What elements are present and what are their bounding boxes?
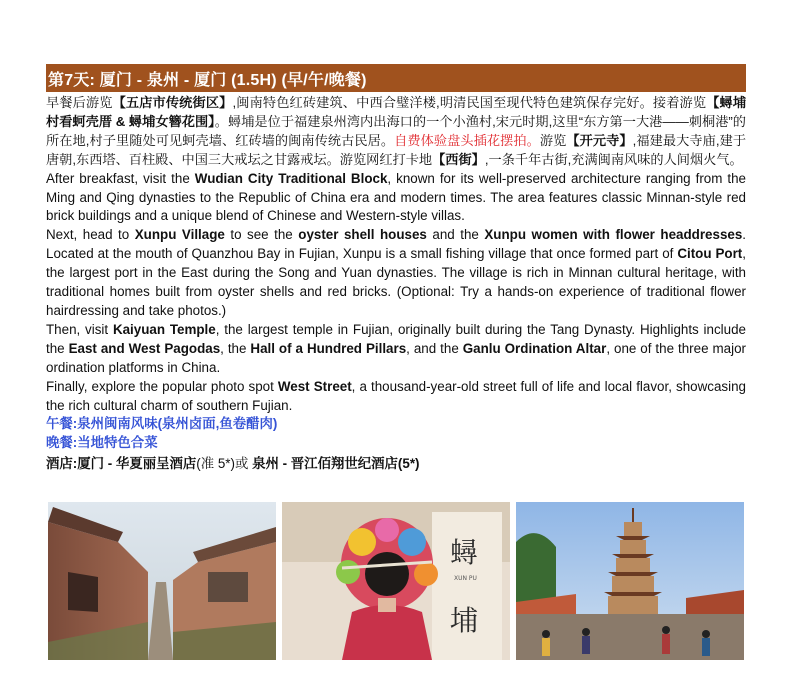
photo-strip xyxy=(48,502,744,660)
english-paragraph-2 xyxy=(46,226,746,321)
hotel-quanzhou: 泉州 - 晋江佰翔世纪酒店(5*) xyxy=(252,456,420,472)
alley-illustration xyxy=(48,502,276,660)
text: ,一条千年古街,充满闽南风味的人间烟火气。 xyxy=(484,151,743,167)
place-kaiyuan: 【开元寺】 xyxy=(566,132,633,148)
english-paragraph-3 xyxy=(46,321,746,378)
place-west-street: 【西街】 xyxy=(432,151,485,167)
text: , the largest temple in Fujian, originally built during the Tang Dynasty. Highlights include the xyxy=(46,321,746,356)
text: , the xyxy=(220,340,251,356)
photo-flower-headdress xyxy=(282,502,510,660)
text: 游览 xyxy=(539,132,567,148)
hotel-rating-note: (准 5*)或 xyxy=(196,456,249,472)
text: and the xyxy=(426,227,485,243)
text: Next, head to xyxy=(46,227,135,243)
itinerary-day-7 xyxy=(46,64,746,473)
bold-term: Xunpu women with flower headdresses xyxy=(484,227,743,243)
photo-old-alley xyxy=(48,502,276,660)
text: , a thousand-year-old street full of life and local flavor, showcasing the rich cultural charm of southern Fujian. xyxy=(46,378,746,413)
sign-char: 蟳 xyxy=(450,536,479,569)
text: , and the xyxy=(406,340,463,356)
dinner-line: 晚餐:当地特色合菜 xyxy=(46,435,158,451)
text: , one of the three major ordination platforms in China. xyxy=(46,340,746,375)
text: 。蟳埔是位于福建泉州湾内出海口的一个小渔村,宋元时期,这里“东方第一大港——刺桐港”的所在地,村子里随处可见蚵壳墙、红砖墙的闽南传统古民居。 xyxy=(46,113,746,148)
optional-note: 自费体验盘头插花摆拍。 xyxy=(394,132,540,148)
sign-char: 埔 xyxy=(450,604,479,637)
bold-term: Xunpu Village xyxy=(134,227,225,243)
text: . Located at the mouth of Quanzhou Bay in Fujian, Xunpu is a small fishing village that once formed part of xyxy=(46,227,747,262)
english-paragraph-1 xyxy=(46,170,746,227)
text: Then, visit xyxy=(46,321,113,337)
lunch-line: 午餐:泉州闽南风味(泉州卤面,鱼卷醋肉) xyxy=(46,416,278,432)
bold-term: Wudian City Traditional Block xyxy=(194,170,388,186)
hotel-label: 酒店: xyxy=(46,456,78,472)
headdress-illustration xyxy=(282,502,510,660)
day-header xyxy=(46,64,746,92)
text: ,闽南特色红砖建筑、中西合璧洋楼,明清民国至现代特色建筑保存完好。接着游览 xyxy=(232,95,707,110)
text: After breakfast, visit the xyxy=(46,170,195,186)
bold-term: Kaiyuan Temple xyxy=(112,321,216,337)
text: Finally, explore the popular photo spot xyxy=(46,378,278,394)
text: , known for its well-preserved architecture ranging from the Ming and Qing dynasties to the Republic of China era and modern times. The area features classic Minnan-style red brick buildings and a unique blend of Chinese and Western-style villas. xyxy=(46,170,746,224)
text: 早餐后游览 xyxy=(46,95,113,110)
bold-term: Citou Port xyxy=(677,246,743,262)
english-paragraph-4 xyxy=(46,378,746,416)
hotel-line xyxy=(46,454,746,473)
bold-term: Hall of a Hundred Pillars xyxy=(250,340,407,356)
chinese-description xyxy=(46,94,746,170)
text: , the largest port in the East during the Song and Yuan dynasties. The village is rich in Minnan cultural heritage, with traditional homes built from oyster shells and red bricks. (Optional: Try a hands-on experience of traditional flower hairdressing and take photos.) xyxy=(46,246,746,318)
pagoda-illustration xyxy=(516,502,744,660)
bold-term: East and West Pagodas xyxy=(68,340,221,356)
bold-term: Ganlu Ordination Altar xyxy=(462,340,607,356)
text: to see the xyxy=(224,227,299,243)
bold-term: oyster shell houses xyxy=(298,227,427,243)
place-xunpu: 【蟳埔村看蚵壳厝 & 蟳埔女簪花围】 xyxy=(46,95,747,129)
sign-small-text: XUN PU xyxy=(454,575,477,582)
bold-term: West Street xyxy=(277,378,352,394)
text: ,福建最大寺庙,建于唐朝,东西塔、百柱殿、中国三大戒坛之甘露戒坛。游览网红打卡地 xyxy=(46,132,747,167)
place-wudian: 【五店市传统街区】 xyxy=(112,95,233,110)
photo-pagoda-street xyxy=(516,502,744,660)
day-title: 第7天: 厦门 - 泉州 - 厦门 (1.5H) (早/午/晚餐) xyxy=(48,71,367,89)
hotel-xiamen: 厦门 - 华夏丽呈酒店 xyxy=(77,456,197,472)
